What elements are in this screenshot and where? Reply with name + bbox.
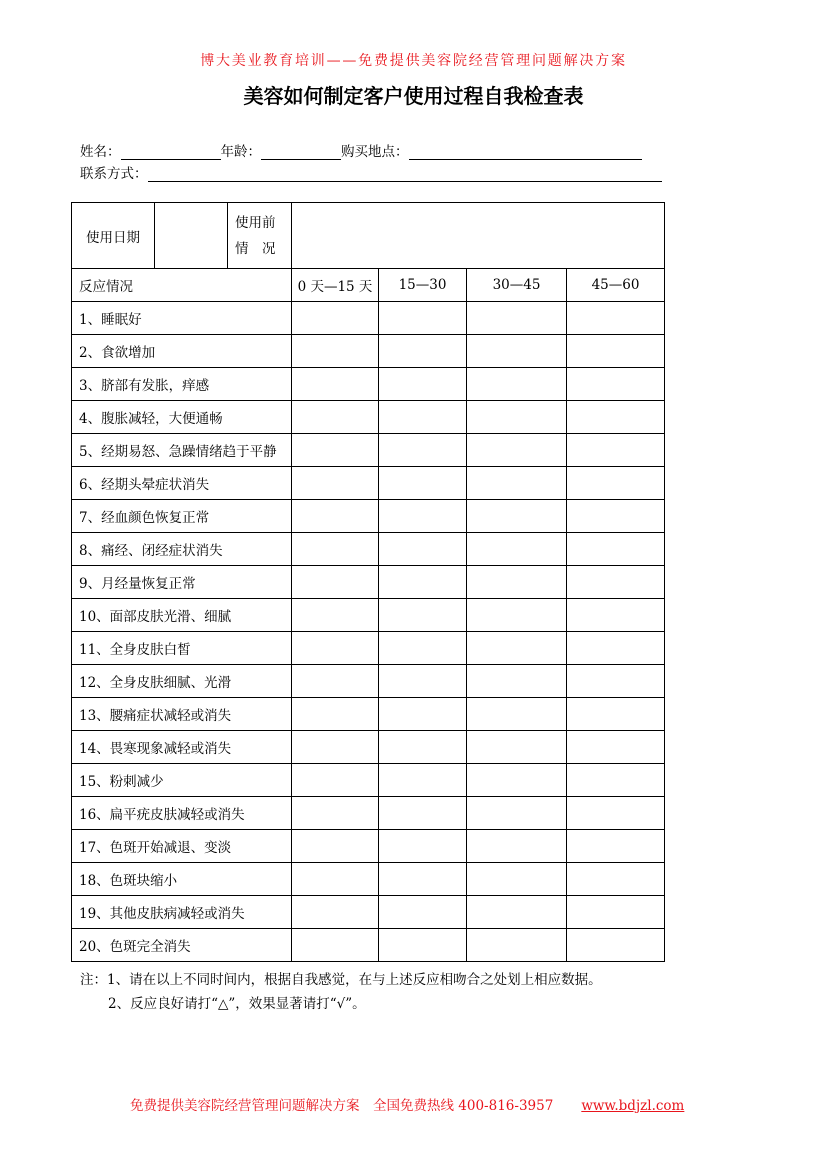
table-row [72, 533, 665, 566]
reaction-item-label: 6、经期头晕症状消失 [72, 467, 292, 500]
reaction-cell[interactable] [467, 863, 567, 896]
banner-text: 博大美业教育培训——免费提供美容院经营管理问题解决方案 [200, 53, 627, 69]
reaction-cell[interactable] [292, 434, 379, 467]
column-header: 15—30 [379, 269, 467, 302]
reaction-item-label: 12、全身皮肤细腻、光滑 [72, 665, 292, 698]
reaction-cell[interactable] [292, 566, 379, 599]
reaction-cell[interactable] [292, 797, 379, 830]
reaction-cell[interactable] [379, 863, 467, 896]
header-row [72, 203, 665, 269]
reaction-cell[interactable] [467, 500, 567, 533]
reaction-item-label: 17、色斑开始减退、变淡 [72, 830, 292, 863]
reaction-item-label: 14、畏寒现象减轻或消失 [72, 731, 292, 764]
reaction-cell[interactable] [567, 797, 665, 830]
reaction-cell[interactable] [467, 764, 567, 797]
info-row-1 [80, 140, 642, 160]
reaction-cell[interactable] [292, 302, 379, 335]
reaction-cell[interactable] [467, 929, 567, 962]
note-line-1: 注：1、请在以上不同时间内，根据自我感觉，在与上述反应相吻合之处划上相应数据。 [80, 972, 602, 988]
column-header: 0 天—15 天 [292, 269, 379, 302]
info-row-2 [80, 162, 662, 182]
age-field[interactable] [261, 145, 341, 160]
reaction-cell[interactable] [467, 302, 567, 335]
column-header-row [72, 269, 665, 302]
reaction-cell[interactable] [567, 731, 665, 764]
table-row [72, 500, 665, 533]
reaction-cell[interactable] [567, 401, 665, 434]
reaction-cell[interactable] [379, 698, 467, 731]
reaction-cell[interactable] [567, 500, 665, 533]
reaction-cell[interactable] [467, 335, 567, 368]
footer [130, 1094, 684, 1114]
reaction-cell[interactable] [467, 434, 567, 467]
reaction-cell[interactable] [379, 665, 467, 698]
table-row [72, 863, 665, 896]
self-check-table [71, 202, 665, 962]
table-row [72, 665, 665, 698]
reaction-cell[interactable] [379, 335, 467, 368]
reaction-cell[interactable] [467, 797, 567, 830]
table-row [72, 401, 665, 434]
reaction-cell[interactable] [292, 533, 379, 566]
column-header: 45—60 [567, 269, 665, 302]
reaction-cell[interactable] [292, 830, 379, 863]
reaction-cell[interactable] [467, 665, 567, 698]
page-title: 美容如何制定客户使用过程自我检查表 [243, 84, 584, 108]
reaction-item-label: 2、食欲增加 [72, 335, 292, 368]
usage-date-label: 使用日期 [72, 203, 155, 269]
reaction-item-label: 5、经期易怒、急躁情绪趋于平静 [72, 434, 292, 467]
reaction-cell[interactable] [292, 401, 379, 434]
reaction-cell[interactable] [379, 632, 467, 665]
reaction-item-label: 4、腹胀减轻，大便通畅 [72, 401, 292, 434]
reaction-cell[interactable] [379, 929, 467, 962]
reaction-cell[interactable] [292, 632, 379, 665]
reaction-cell[interactable] [467, 467, 567, 500]
location-field[interactable] [409, 145, 642, 160]
reaction-cell[interactable] [379, 896, 467, 929]
note-line-2: 2、反应良好请打“△”，效果显著请打“√”。 [108, 996, 366, 1012]
reaction-cell[interactable] [379, 830, 467, 863]
table-row [72, 434, 665, 467]
reaction-cell[interactable] [467, 632, 567, 665]
reaction-item-label: 16、扁平疣皮肤减轻或消失 [72, 797, 292, 830]
reaction-cell[interactable] [467, 698, 567, 731]
reaction-item-label: 15、粉刺减少 [72, 764, 292, 797]
reaction-item-label: 9、月经量恢复正常 [72, 566, 292, 599]
reaction-cell[interactable] [567, 434, 665, 467]
reaction-item-label: 10、面部皮肤光滑、细腻 [72, 599, 292, 632]
table-row [72, 764, 665, 797]
reaction-cell[interactable] [567, 335, 665, 368]
reaction-cell[interactable] [467, 599, 567, 632]
reaction-cell[interactable] [292, 368, 379, 401]
column-header: 30—45 [467, 269, 567, 302]
reaction-cell[interactable] [292, 929, 379, 962]
table-row [72, 302, 665, 335]
age-label: 年龄： [220, 144, 261, 160]
reaction-cell[interactable] [567, 698, 665, 731]
table-row [72, 731, 665, 764]
usage-date-value[interactable] [155, 203, 228, 269]
before-condition-value[interactable] [292, 203, 665, 269]
reaction-item-label: 13、腰痛症状减轻或消失 [72, 698, 292, 731]
before-line-1: 使用前 [235, 214, 276, 231]
before-line-2: 情 况 [235, 240, 276, 257]
table-row [72, 467, 665, 500]
contact-label: 联系方式： [80, 166, 148, 182]
reaction-label: 反应情况 [72, 269, 292, 302]
contact-field[interactable] [148, 167, 662, 182]
reaction-item-label: 20、色斑完全消失 [72, 929, 292, 962]
reaction-item-label: 8、痛经、闭经症状消失 [72, 533, 292, 566]
reaction-cell[interactable] [567, 368, 665, 401]
reaction-cell[interactable] [292, 764, 379, 797]
table-row [72, 566, 665, 599]
reaction-cell[interactable] [292, 335, 379, 368]
reaction-cell[interactable] [292, 665, 379, 698]
table-row [72, 797, 665, 830]
reaction-cell[interactable] [379, 500, 467, 533]
reaction-cell[interactable] [567, 863, 665, 896]
reaction-cell[interactable] [379, 533, 467, 566]
reaction-cell[interactable] [567, 830, 665, 863]
reaction-item-label: 19、其他皮肤病减轻或消失 [72, 896, 292, 929]
table-row [72, 896, 665, 929]
reaction-cell[interactable] [567, 467, 665, 500]
reaction-cell[interactable] [567, 533, 665, 566]
notes [80, 968, 602, 1016]
reaction-cell[interactable] [467, 731, 567, 764]
reaction-cell[interactable] [292, 467, 379, 500]
reaction-item-label: 18、色斑块缩小 [72, 863, 292, 896]
footer-text: 免费提供美容院经营管理问题解决方案 全国免费热线 400-816-3957 [130, 1098, 554, 1114]
reaction-cell[interactable] [379, 566, 467, 599]
name-field[interactable] [121, 145, 221, 160]
reaction-cell[interactable] [292, 731, 379, 764]
reaction-cell[interactable] [379, 434, 467, 467]
reaction-cell[interactable] [379, 731, 467, 764]
reaction-cell[interactable] [567, 599, 665, 632]
reaction-item-label: 3、脐部有发胀，痒感 [72, 368, 292, 401]
reaction-cell[interactable] [567, 929, 665, 962]
table-row [72, 335, 665, 368]
reaction-cell[interactable] [379, 599, 467, 632]
table-row [72, 698, 665, 731]
table-row [72, 599, 665, 632]
location-label: 购买地点： [341, 144, 409, 160]
reaction-cell[interactable] [379, 401, 467, 434]
table-row [72, 929, 665, 962]
table-row [72, 830, 665, 863]
reaction-cell[interactable] [292, 896, 379, 929]
reaction-item-label: 11、全身皮肤白皙 [72, 632, 292, 665]
table-row [72, 368, 665, 401]
reaction-cell[interactable] [467, 830, 567, 863]
reaction-cell[interactable] [467, 368, 567, 401]
reaction-cell[interactable] [379, 797, 467, 830]
reaction-cell[interactable] [292, 863, 379, 896]
reaction-cell[interactable] [567, 566, 665, 599]
reaction-cell[interactable] [379, 368, 467, 401]
reaction-cell[interactable] [567, 632, 665, 665]
reaction-cell[interactable] [379, 302, 467, 335]
before-condition-label [228, 203, 292, 269]
reaction-cell[interactable] [467, 533, 567, 566]
reaction-cell[interactable] [567, 896, 665, 929]
reaction-cell[interactable] [467, 401, 567, 434]
reaction-cell[interactable] [567, 764, 665, 797]
reaction-item-label: 7、经血颜色恢复正常 [72, 500, 292, 533]
reaction-cell[interactable] [292, 698, 379, 731]
reaction-cell[interactable] [467, 566, 567, 599]
reaction-cell[interactable] [379, 764, 467, 797]
reaction-cell[interactable] [467, 896, 567, 929]
reaction-item-label: 1、睡眠好 [72, 302, 292, 335]
reaction-cell[interactable] [567, 302, 665, 335]
reaction-cell[interactable] [567, 665, 665, 698]
reaction-cell[interactable] [379, 467, 467, 500]
table-row [72, 632, 665, 665]
reaction-cell[interactable] [292, 599, 379, 632]
reaction-cell[interactable] [292, 500, 379, 533]
name-label: 姓名： [80, 144, 121, 160]
footer-link[interactable]: www.bdjzl.com [581, 1098, 685, 1114]
